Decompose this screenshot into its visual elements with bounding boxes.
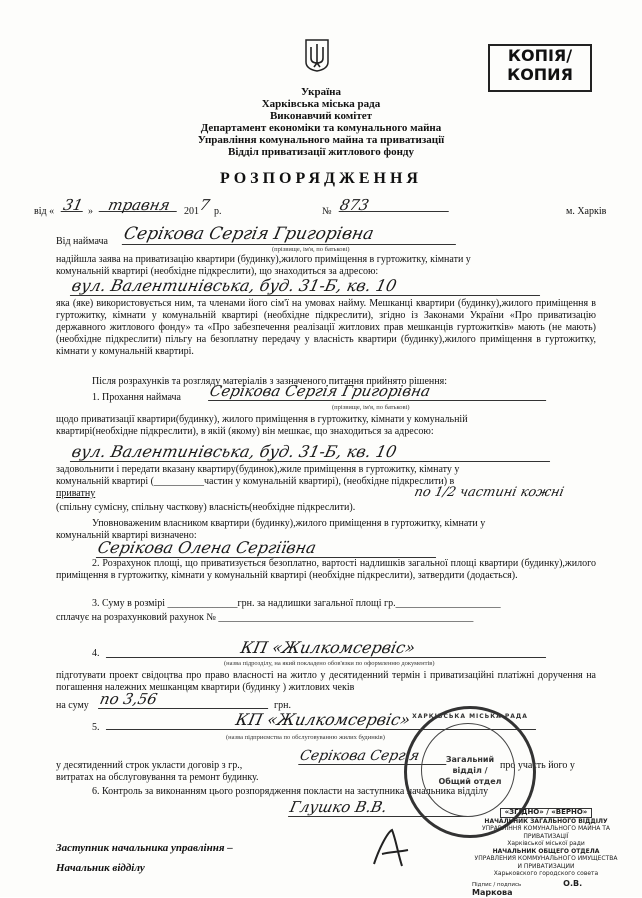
header-department: Департамент економіки та комунального майна (200, 122, 442, 134)
item5-line1-end: про участь його у (500, 760, 575, 771)
date-year-suffix: 7 (198, 196, 212, 214)
item5-line2: витратах на обслуговування та ремонт будинку. (56, 772, 259, 783)
owner-line2: комунальній квартирі визначено: (56, 530, 197, 541)
city: м. Харків (566, 206, 607, 217)
date-year-prefix: 201 (184, 206, 199, 217)
certification-stamp (472, 808, 620, 897)
header-country: Україна (300, 86, 342, 98)
doc-number-label: № (322, 206, 332, 217)
footer-position2: Начальник відділу (56, 862, 145, 874)
cert-signer: О.В. Маркова (472, 878, 583, 897)
item1-line2: щодо приватизації квартири(будинку), жилого приміщення в гуртожитку, кімнати у комунальній (56, 414, 468, 425)
date-mid: » (88, 206, 93, 217)
p1-line1: надійшла заява на приватизацію квартири (будинку),жилого приміщення в гуртожитку, кімнати у (56, 254, 471, 265)
round-stamp-center3: Общий отдел (438, 777, 502, 786)
item6-name: Глушко В.В. (288, 798, 472, 817)
item4-value: КП «Жилкомсервіс» (106, 638, 550, 658)
item1-share-note: по 1/2 частині кожні (412, 485, 566, 500)
item4-hint: (назва підрозділу, на який покладено обов'язки по оформленню документів) (224, 660, 435, 667)
name-hint: (прізвище, ім'я, по батькові) (272, 246, 350, 253)
tenant-name: Серікова Сергія Григорівна (122, 224, 460, 245)
item2: 2. Розрахунок площі, що приватизується безоплатно, вартості надлишків загальної площі квартири (будинку),жилого приміщення в гуртожитку, кімнати у комунальній квартирі (необхідне підкреслити), затвердити (додається). (56, 558, 596, 581)
item6: 6. Контроль за виконанням цього розпорядження покласти на заступника начальника відділу (92, 786, 489, 797)
owner-line1: Уповноваженим власником квартири (будинку),жилого приміщення в гуртожитку, кімнати у (92, 518, 486, 529)
date-day: 31 (61, 196, 85, 214)
sum-unit: грн. (274, 700, 291, 711)
round-stamp-ring: ХАРКІВСЬКА МІСЬКА РАДА (412, 713, 528, 720)
item4-label: 4. (92, 648, 100, 659)
item5-line1: у десятиденний строк укласти договір з гр., (56, 760, 243, 771)
copy-stamp (488, 44, 592, 92)
p1-line2: комунальній квартирі (необхідне підкреслити), що знаходиться за адресою: (56, 266, 379, 277)
sum-label: на суму (56, 700, 89, 711)
item1-label: 1. Прохання наймача (92, 392, 181, 403)
cert-sign-label: Підпис / подпись (472, 881, 522, 888)
item3-line1: 3. Суму в розмірі ______________грн. за надлишки загальної площі гр._____________________ (92, 598, 501, 609)
cert-line2: НАЧАЛЬНИК ЗАГАЛЬНОГО ВІДДІЛУ (484, 817, 608, 825)
from-label: Від наймача (56, 236, 108, 247)
item5-hint: (назва підприємства по обслуговуванню жилих будинків) (226, 734, 385, 741)
coat-of-arms-icon (304, 38, 330, 72)
item1-line5: комунальній квартирі (__________частин у комунальній квартирі), (необхідне підкреслити) в (56, 476, 455, 487)
cert-line1: «ЗГІДНО» / «ВЕРНО» (500, 808, 593, 818)
header-division: Відділ приватизації житлового фонду (227, 146, 414, 158)
tenant-address: вул. Валентинівська, буд. 31-Б, кв. 10 (70, 276, 544, 296)
header-directorate: Управління комунального майна та приватизації (197, 134, 445, 146)
item5-name: Серікова Сергія (298, 748, 450, 765)
doc-number: 873 (339, 199, 452, 212)
date-row (34, 196, 614, 222)
item1-address: вул. Валентинівська, буд. 31-Б, кв. 10 (70, 442, 554, 462)
cert-line6: УПРАВЛЕНИЯ КОММУНАЛЬНОГО ИМУЩЕСТВА И ПРИВАТИЗАЦИИ (474, 855, 618, 870)
paragraph-2: яка (яке) використовується ним, та членами його сім'ї на умовах найму. Мешканці квартири (будинку),жилого приміщення в гуртожитку, кімнати у комунальній квартирі (необхідне підкреслити), згідно із Законами України «Про приватизацію державного житлового фонду» та «Про забезпечення реалізації житлових прав мешканців гуртожитків» мають (не мають) (необхідне підкреслити) пільгу на безоплатну передачу у власність квартири (будинку),жилого приміщення в гуртожитку, кімнати у комунальній квартирі. (56, 298, 596, 357)
item4-text: підготувати проект свідоцтва про право власності на житло у десятиденний термін і приватизаційні платіжні доручення на погашення належних мешканцям квартири (будинку ) житлових чеків (56, 670, 596, 693)
item3-line2: сплачує на розрахунковий рахунок № ___________________________________________________ (56, 612, 474, 623)
item5-label: 5. (92, 722, 100, 733)
footer-position1: Заступник начальника управління – (56, 842, 233, 854)
date-year-end: р. (214, 206, 222, 217)
header-committee: Виконавчий комітет (269, 110, 373, 122)
header-council: Харківська міська рада (261, 98, 381, 110)
signature-icon (368, 826, 416, 870)
date-prefix: від « (34, 206, 55, 217)
copy-stamp-line1: КОПІЯ/ (507, 46, 573, 65)
paragraph-3: Після розрахунків та розгляду матеріалів з зазначеного питання прийнято рішення: (92, 376, 447, 387)
copy-stamp-line2: КОПИЯ (507, 65, 573, 84)
document-title: РОЗПОРЯДЖЕННЯ (220, 170, 422, 187)
cert-line3: УПРАВЛІННЯ КОМУНАЛЬНОГО МАЙНА ТА ПРИВАТИЗАЦІЇ (481, 825, 611, 840)
owner-name: Серікова Олена Сергіївна (96, 538, 440, 558)
date-month: травня (99, 199, 180, 212)
item1-line6: приватну (56, 488, 96, 499)
cert-line7: Харьковского городского совета (493, 870, 599, 877)
item1-name-hint: (прізвище, ім'я, по батькові) (332, 404, 410, 411)
cert-line5: НАЧАЛЬНИК ОБЩЕГО ОТДЕЛА (492, 847, 600, 855)
round-stamp-center2: відділ / (452, 766, 488, 775)
item1-line4: задовольнити і передати вказану квартиру(будинок),жиле приміщення в гуртожитку, кімнату у (56, 464, 460, 475)
item5-value: КП «Жилкомсервіс» (106, 710, 540, 730)
sum-value: по 3,56 (98, 690, 272, 709)
item1-line7: (спільну сумісну, спільну часткову) власність(необхідне підкреслити). (56, 502, 356, 513)
item1-name: Серікова Сергія Григорівна (208, 382, 550, 401)
round-stamp-center1: Загальний (445, 755, 495, 764)
item1-line3: квартирі(необхідне підкреслити), в якій (якому) він мешкає, що знаходиться за адресою: (56, 426, 434, 437)
cert-line4: Харківської міської ради (507, 840, 585, 847)
